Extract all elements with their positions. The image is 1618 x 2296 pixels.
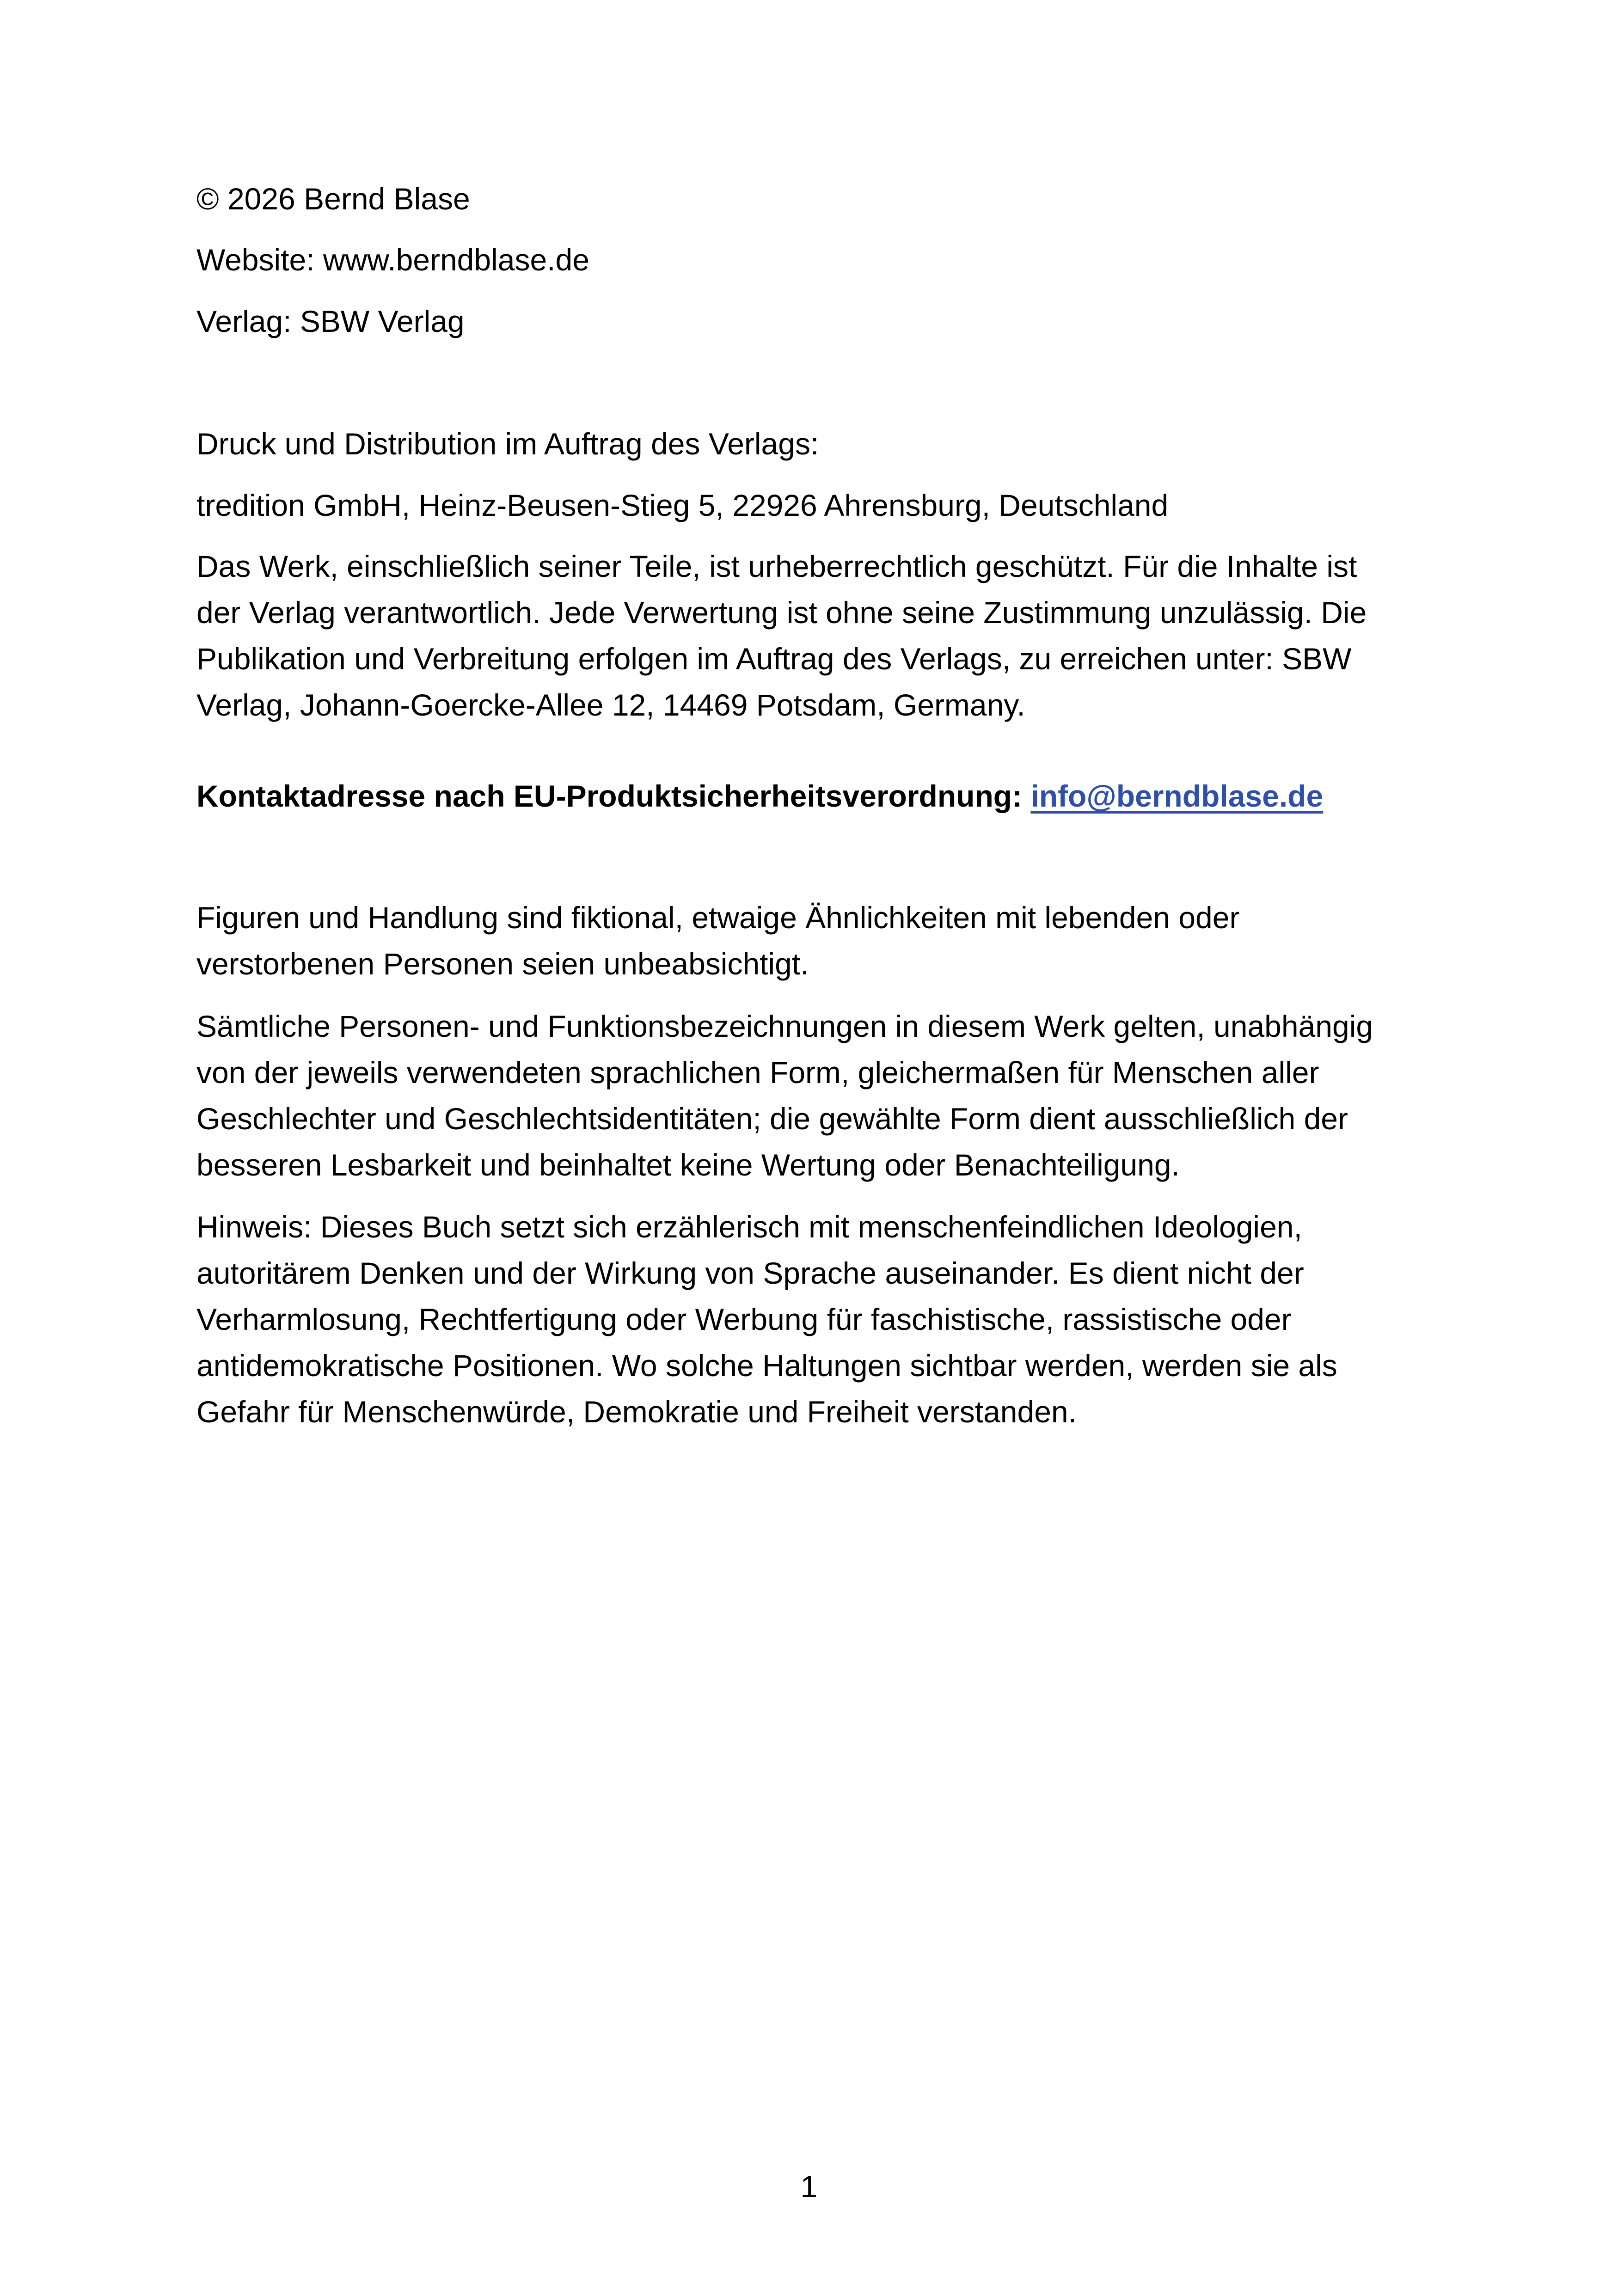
contact-line	[196, 773, 1323, 819]
disclaimer-paragraph: Hinweis: Dieses Buch setzt sich erzählerisch mit menschenfeindlichen Ideologien, autoritärem Denken und der Wirkung von Sprache auseinander. Es dient nicht der Verharmlosung, Rechtfertigung oder Werbung für faschistische, rassistische oder antidemokratische Positionen. Wo solche Haltungen sichtbar werden, werden sie als Gefahr für Menschenwürde, Demokratie und Freiheit verstanden.	[196, 1210, 1337, 1429]
publisher-line: Verlag: SBW Verlag	[196, 304, 465, 338]
rights-paragraph: Das Werk, einschließlich seiner Teile, ist urheberrechtlich geschützt. Für die Inhalte ist der Verlag verantwortlich. Jede Verwertung ist ohne seine Zustimmung unzulässig. Die Publikation und Verbreitung erfolgen im Auftrag des Verlags, zu erreichen unter: SBW Verlag, Johann-Goercke-Allee 12, 14469 Potsdam, Germany.	[196, 549, 1367, 722]
distribution-label: Druck und Distribution im Auftrag des Verlags:	[196, 427, 819, 461]
page-number: 1	[800, 2169, 818, 2204]
fiction-paragraph: Figuren und Handlung sind fiktional, etwaige Ähnlichkeiten mit lebenden oder verstorbenen Personen seien unbeabsichtigt.	[196, 900, 1240, 981]
contact-label: Kontaktadresse nach EU-Produktsicherheitsverordnung:	[196, 779, 1023, 813]
gender-paragraph: Sämtliche Personen- und Funktionsbezeichnungen in diesem Werk gelten, unabhängig von der jeweils verwendeten sprachlichen Form, gleichermaßen für Menschen aller Geschlechter und Geschlechtsidentitäten; die gewählte Form dient ausschließlich der besseren Lesbarkeit und beinhaltet keine Wertung oder Benachteiligung.	[196, 1009, 1373, 1182]
copyright-line: © 2026 Bernd Blase	[196, 182, 470, 216]
distribution-address: tredition GmbH, Heinz-Beusen-Stieg 5, 22926 Ahrensburg, Deutschland	[196, 488, 1169, 522]
contact-email-link[interactable]: info@berndblase.de	[1030, 779, 1324, 813]
website-line: Website: www.berndblase.de	[196, 243, 589, 277]
